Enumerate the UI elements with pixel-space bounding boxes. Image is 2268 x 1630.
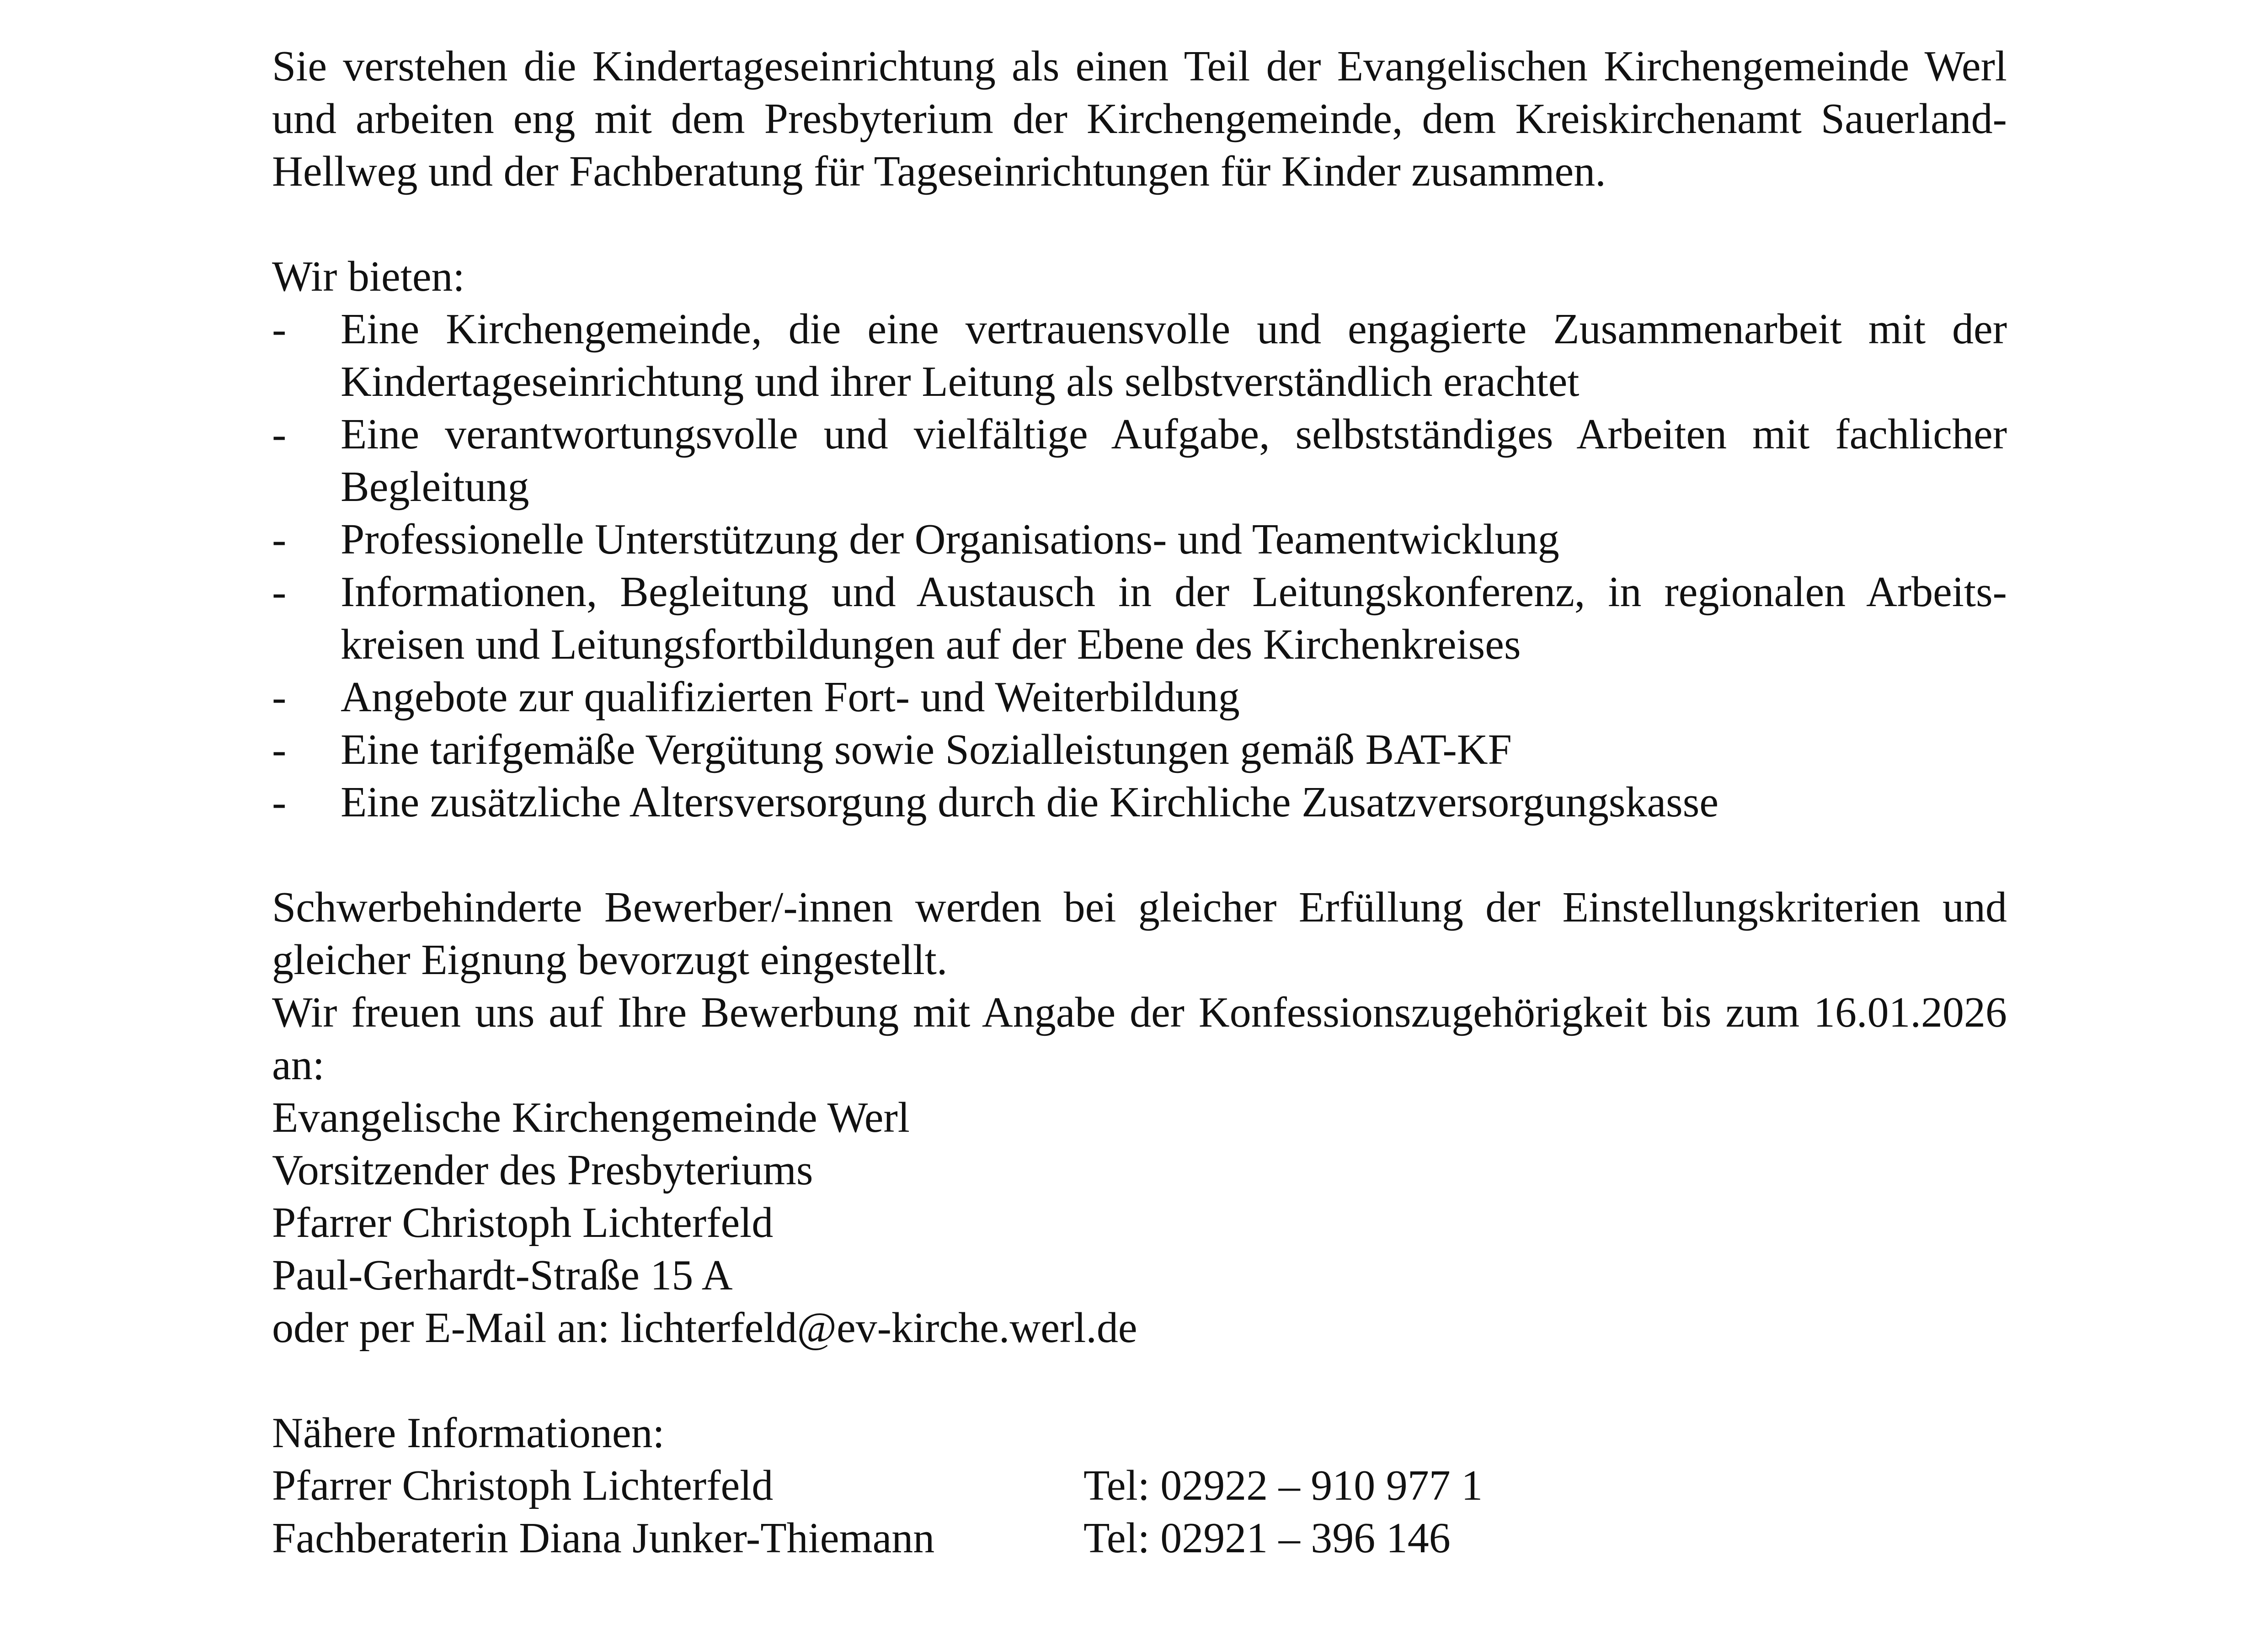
offer-text: Eine Kirchengemeinde, die eine vertrauensvolle und engagierte Zusammenarbeit mit der Kindertageseinrichtung und ihrer Leitung als selbstverständlich erachtet <box>341 305 2007 405</box>
contact-row <box>272 1460 2007 1512</box>
offers-list <box>272 303 2007 829</box>
offer-item <box>272 303 2007 408</box>
contact-name: Fachberaterin Diana Junker-Thiemann <box>272 1514 935 1562</box>
offer-item <box>272 566 2007 671</box>
bullet-dash: - <box>272 305 287 353</box>
bullet-dash: - <box>272 516 287 563</box>
intro-paragraph: Sie verstehen die Kindertageseinrichtung als einen Teil der Evangelischen Kirchengemeinde Werl und arbeiten eng mit dem Presbyterium der Kirchengemeinde, dem Kreiskirchenamt Sauerland-Hellweg und der Fachberatung für Tageseinrichtungen für Kinder zusammen. <box>272 43 2007 195</box>
info-heading: Nähere Informationen: <box>272 1409 665 1457</box>
offer-item <box>272 513 2007 566</box>
contacts-table <box>272 1460 2007 1565</box>
offer-item <box>272 724 2007 776</box>
offer-text: Eine zusätzliche Altersversorgung durch die Kirchliche Zusatzversorgungskasse <box>341 778 1719 826</box>
spacer <box>272 198 2007 250</box>
offers-heading: Wir bieten: <box>272 253 465 300</box>
bullet-dash: - <box>272 673 287 721</box>
offer-text: Eine tarifgemäße Vergütung sowie Sozialleistungen gemäß BAT-KF <box>341 726 1512 773</box>
offer-item <box>272 408 2007 513</box>
bullet-dash: - <box>272 568 287 616</box>
contact-row <box>272 1512 2007 1565</box>
offer-text: Professionelle Unterstützung der Organisations- und Teamentwicklung <box>341 516 1559 563</box>
offer-item <box>272 671 2007 724</box>
application-address <box>272 1092 2007 1354</box>
bullet-dash: - <box>272 778 287 826</box>
address-line: Pfarrer Christoph Lichterfeld <box>272 1199 774 1246</box>
spacer <box>272 1354 2007 1407</box>
address-line: Paul-Gerhardt-Straße 15 A <box>272 1252 733 1299</box>
contact-name: Pfarrer Christoph Lichterfeld <box>272 1462 774 1509</box>
contact-phone: Tel: 02922 – 910 977 1 <box>1083 1462 1483 1509</box>
document-page <box>272 40 2007 1565</box>
contact-phone: Tel: 02921 – 396 146 <box>1083 1514 1451 1562</box>
offer-text: Angebote zur qualifizierten Fort- und Weiterbildung <box>341 673 1240 721</box>
bullet-dash: - <box>272 726 287 773</box>
offer-text: Informationen, Begleitung und Austausch in der Leitungskonferenz, in regionalen Arbeits-kreisen und Leitungsfortbildungen auf der Ebene des Kirchenkreises <box>341 568 2007 668</box>
disability-note: Schwerbehinderte Bewerber/-innen werden bei gleicher Erfüllung der Einstellungskriterien und gleicher Eignung bevorzugt eingestellt. <box>272 884 2007 984</box>
offer-item <box>272 776 2007 829</box>
bullet-dash: - <box>272 410 287 458</box>
address-line: Evangelische Kirchengemeinde Werl <box>272 1094 910 1141</box>
application-text: Wir freuen uns auf Ihre Bewerbung mit Angabe der Konfessionszugehörigkeit bis zum 16.01.2026 an: <box>272 989 2007 1089</box>
email-line: oder per E-Mail an: lichterfeld@ev-kirche.werl.de <box>272 1304 1137 1352</box>
offer-text: Eine verantwortungsvolle und vielfältige Aufgabe, selbstständiges Arbeiten mit fachlicher Begleitung <box>341 410 2007 511</box>
spacer <box>272 829 2007 881</box>
address-line: Vorsitzender des Presbyteriums <box>272 1146 813 1194</box>
